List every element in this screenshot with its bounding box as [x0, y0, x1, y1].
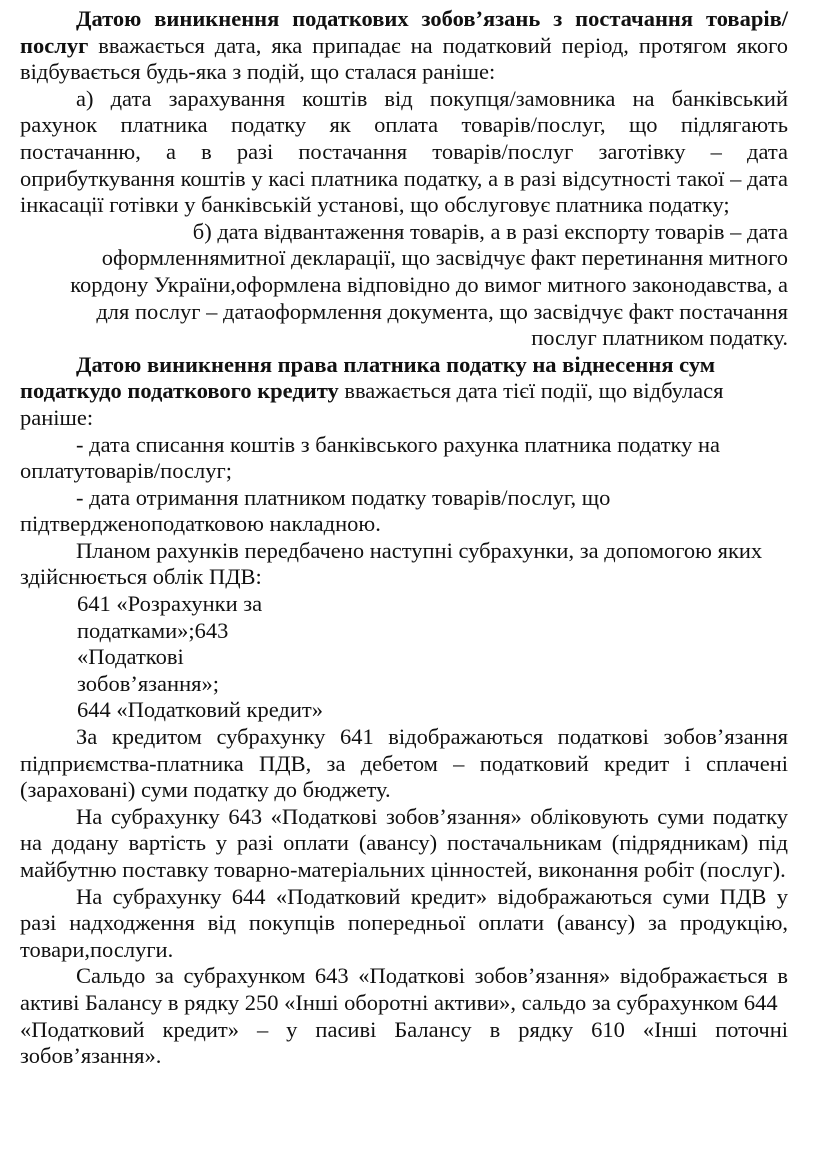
document-page [20, 6, 788, 1070]
account-line: «Податкові [77, 644, 184, 670]
account-line: податками»;643 [77, 617, 229, 643]
tax-obligation-term: Датою виникнення податкових зобов’язань з постачання товарів/послуг [20, 6, 788, 58]
tax-credit-text: вважається дата тієї події, що відбулася раніше: [20, 378, 724, 430]
event-b-line: оформленнямитної декларації, що засвідчує факт перетинання митного [101, 245, 788, 271]
account-line: зобов’язання»; [77, 670, 219, 696]
balance-paragraph-cont: «Податковий кредит» – у пасиві Балансу в рядку 610 «Інші поточні зобов’язання». [20, 1016, 788, 1069]
credit-event-1: - дата списання коштів з банківського рахунка платника податку на оплатутоварів/послуг; [20, 431, 721, 484]
event-b-line: кордону України,оформлена відповідно до вимог митного законодавства, а [70, 271, 788, 297]
account-644-paragraph: На субрахунку 644 «Податковий кредит» відображаються суми ПДВ у разі надходження від покупців попередньої оплати (авансу) за продукцію, товари,послуги. [20, 883, 788, 962]
credit-event-2: - дата отримання платником податку товарів/послуг, що підтвердженоподатковою накладною. [20, 484, 611, 537]
tax-obligation-paragraph [20, 6, 788, 86]
tax-credit-paragraph [20, 352, 788, 432]
event-b-line: послуг платником податку. [531, 325, 788, 351]
tax-credit-term: Датою виникнення права платника податку на віднесення сум податкудо податкового кредиту [20, 351, 716, 404]
account-641-paragraph: За кредитом субрахунку 641 відображаються податкові зобов’язання підприємства-платника ПДВ, за дебетом – податковий кредит і сплачені (зараховані) суми податку до бюджету. [20, 724, 788, 803]
event-b-line: б) дата відвантаження товарів, а в разі експорту товарів – дата [192, 218, 788, 244]
event-a-paragraph: а) дата зарахування коштів від покупця/замовника на банківський рахунок платника податку як оплата товарів/послуг, що підлягають постачанню, а в разі постачання товарів/послуг заготівку – дата оприбуткування коштів у касі платника податку, а в разі відсутності такої – дата інкасації готівки у банківській установі, що обслуговує платника податку; [20, 85, 788, 218]
account-line: 644 «Податковий кредит» [77, 697, 323, 723]
event-b-line: для послуг – датаоформлення документа, що засвідчує факт постачання [96, 298, 788, 324]
account-line: 641 «Розрахунки за [77, 591, 263, 617]
event-b-paragraph [20, 219, 788, 352]
balance-paragraph: Сальдо за субрахунком 643 «Податкові зобов’язання» відображається в активі Балансу в рядку 250 «Інші оборотні активи», сальдо за субрахунком 644 [20, 963, 788, 1015]
tax-obligation-text: вважається дата, яка припадає на податковий період, протягом якого відбувається будь-яка з подій, що сталася раніше: [20, 32, 788, 85]
account-643-paragraph: На субрахунку 643 «Податкові зобов’язання» обліковують суми податку на додану вартість у разі оплати (авансу) постачальникам (підрядникам) під майбутню поставку товарно-матеріальних цінностей, виконання робіт (послуг). [20, 803, 788, 882]
accounts-list [20, 591, 788, 724]
plan-intro-paragraph: Планом рахунків передбачено наступні субрахунки, за допомогою яких здійснюється облік ПДВ: [20, 537, 763, 590]
